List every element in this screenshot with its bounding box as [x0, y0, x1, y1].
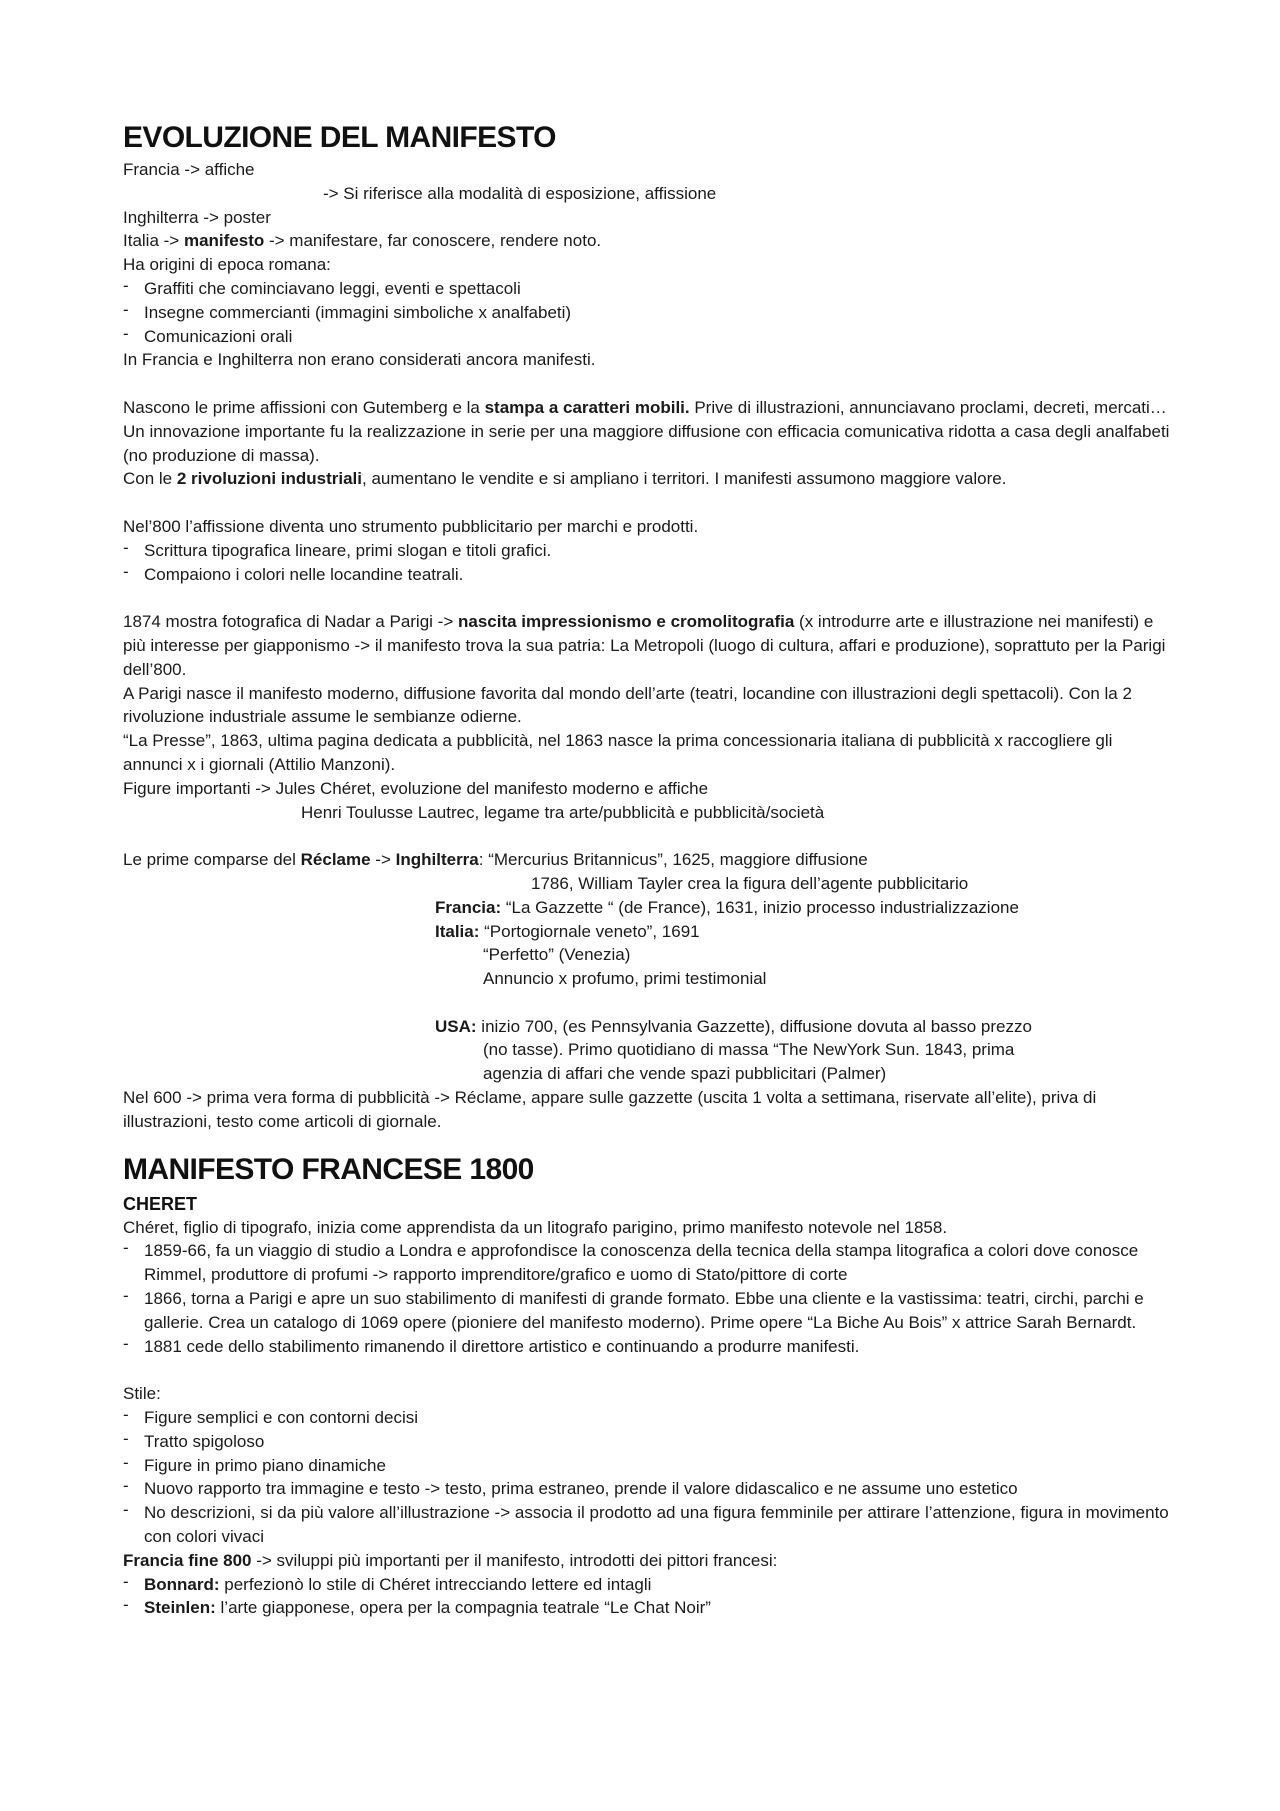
- paragraph-presse: “La Presse”, 1863, ultima pagina dedicata a pubblicità, nel 1863 nasce la prima concessionaria italiana di pubblicità x raccogliere gli annunci x i giornali (Attilio Manzoni).: [123, 731, 1113, 774]
- line-italia-portogiornale: Italia: “Portogiornale veneto”, 1691: [435, 921, 700, 941]
- line-inghilterra: Inghilterra -> poster: [123, 207, 271, 227]
- paragraph-600: Nel 600 -> prima vera forma di pubblicità -> Réclame, appare sulle gazzette (uscita 1 volta a settimana, riservate all’elite), priva di illustrazioni, testo come articoli di giornale.: [123, 1088, 1097, 1131]
- paragraph-rivoluzioni: Con le 2 rivoluzioni industriali, aumentano le vendite e si ampliano i territori. I manifesti assumono maggiore valore.: [123, 469, 1007, 489]
- paragraph-cheret-intro: Chéret, figlio di tipografo, inizia come apprendista da un litografo parigino, primo manifesto notevole nel 1858.: [123, 1217, 948, 1237]
- paragraph-gutemberg: Nascono le prime affissioni con Gutemberg e la stampa a caratteri mobili. Prive di illustrazioni, annunciavano proclami, decreti, mercati… Un innovazione importante fu la realizzazione in serie per una maggiore diffusione con efficacia comunicativa ridotta a casa degli analfabeti (no produzione di massa).: [123, 397, 1170, 465]
- line-usa-3: agenzia di affari che vende spazi pubblicitari (Palmer): [483, 1064, 887, 1084]
- section-title-manifesto-francese: MANIFESTO FRANCESE 1800: [123, 1152, 534, 1186]
- line-perfetto: “Perfetto” (Venezia): [483, 945, 631, 965]
- list-item: - 1859-66, fa un viaggio di studio a Londra e approfondisce la conoscenza della tecnica della stampa litografica a colori dove conosce Rimmel, produttore di profumi -> rapporto imprenditore/grafico e uomo di Stato/pittore di corte: [123, 1239, 1173, 1287]
- line-francia: Francia -> affiche: [123, 160, 255, 179]
- line-italia: Italia -> manifesto -> manifestare, far conoscere, rendere noto.: [123, 231, 602, 251]
- paragraph-nadar: 1874 mostra fotografica di Nadar a Parigi -> nascita impressionismo e cromolitografia (x introdurre arte e illustrazione nei manifesti) e più interesse per giapponismo -> il manifesto trova la sua patria: La Metropoli (luogo di cultura, affari e produzione), soprattuto per la Parigi dell’800.: [123, 612, 1166, 679]
- list-item: - Figure semplici e con contorni decisi: [123, 1406, 1173, 1430]
- line-origini: Ha origini di epoca romana:: [123, 255, 331, 275]
- line-reclame: Le prime comparse del Réclame -> Inghilterra: “Mercurius Britannicus”, 1625, maggiore diffusione: [123, 850, 868, 870]
- line-francia-gazzette: Francia: “La Gazzette “ (de France), 1631, inizio processo industrializzazione: [435, 897, 1019, 917]
- list-item: - Figure in primo piano dinamiche: [123, 1454, 1173, 1478]
- line-annuncio: Annuncio x profumo, primi testimonial: [483, 969, 767, 989]
- list-item: - Bonnard: perfezionò lo stile di Chéret intrecciando lettere ed intagli: [123, 1573, 1173, 1597]
- line-usa: USA: inizio 700, (es Pennsylvania Gazzette), diffusione dovuta al basso prezzo: [435, 1016, 1032, 1036]
- stile-list: [123, 1406, 1173, 1549]
- list-item: - Graffiti che cominciavano leggi, eventi e spettacoli: [123, 277, 1173, 301]
- pittori-list: [123, 1573, 1173, 1621]
- line-lautrec: Henri Toulusse Lautrec, legame tra arte/pubblicità e pubblicità/società: [301, 802, 825, 822]
- line-non-considerati: In Francia e Inghilterra non erano considerati ancora manifesti.: [123, 350, 596, 370]
- list-item: - Insegne commercianti (immagini simboliche x analfabeti): [123, 301, 1173, 325]
- line-figure-importanti: Figure importanti -> Jules Chéret, evoluzione del manifesto moderno e affiche: [123, 778, 709, 798]
- list-item: - Nuovo rapporto tra immagine e testo -> testo, prima estraneo, prende il valore didascalico e ne assume uno estetico: [123, 1477, 1173, 1501]
- document-page: [123, 118, 1173, 1620]
- ottocento-list: [123, 539, 1173, 587]
- subsection-title-cheret: CHERET: [123, 1193, 198, 1214]
- line-tayler: 1786, William Tayler crea la figura dell’agente pubblicitario: [531, 873, 969, 893]
- paragraph-800: Nel’800 l’affissione diventa uno strumento pubblicitario per marchi e prodotti.: [123, 516, 699, 536]
- paragraph-parigi: A Parigi nasce il manifesto moderno, diffusione favorita dal mondo dell’arte (teatri, locandine con illustrazioni degli spettacoli). Con la 2 rivoluzione industriale assume le sembianze odierne.: [123, 683, 1132, 727]
- list-item: - Compaiono i colori nelle locandine teatrali.: [123, 563, 1173, 587]
- list-item: - Tratto spigoloso: [123, 1430, 1173, 1454]
- section-title-evoluzione: EVOLUZIONE DEL MANIFESTO: [123, 121, 556, 154]
- line-stile: Stile:: [123, 1384, 161, 1404]
- line-riferisce: -> Si riferisce alla modalità di esposizione, affissione: [323, 183, 717, 203]
- cheret-list: [123, 1239, 1173, 1358]
- list-item: - No descrizioni, si da più valore all’illustrazione -> associa il prodotto ad una figura femminile per attirare l’attenzione, figura in movimento con colori vivaci: [123, 1501, 1173, 1549]
- line-usa-2: (no tasse). Primo quotidiano di massa “The NewYork Sun. 1843, prima: [483, 1040, 1015, 1060]
- list-item: - 1866, torna a Parigi e apre un suo stabilimento di manifesti di grande formato. Ebbe una cliente e la vastissima: teatri, circhi, parchi e gallerie. Crea un catalogo di 1069 opere (pioniere del manifesto moderno). Prime opere “La Biche Au Bois” x attrice Sarah Bernardt.: [123, 1287, 1173, 1335]
- line-francia-fine-800: Francia fine 800 -> sviluppi più importanti per il manifesto, introdotti dei pittori francesi:: [123, 1550, 778, 1570]
- list-item: - 1881 cede dello stabilimento rimanendo il direttore artistico e continuando a produrre manifesti.: [123, 1335, 1173, 1359]
- origini-list: [123, 277, 1173, 348]
- list-item: - Comunicazioni orali: [123, 325, 1173, 349]
- list-item: - Steinlen: l’arte giapponese, opera per la compagnia teatrale “Le Chat Noir”: [123, 1596, 1173, 1620]
- list-item: - Scrittura tipografica lineare, primi slogan e titoli grafici.: [123, 539, 1173, 563]
